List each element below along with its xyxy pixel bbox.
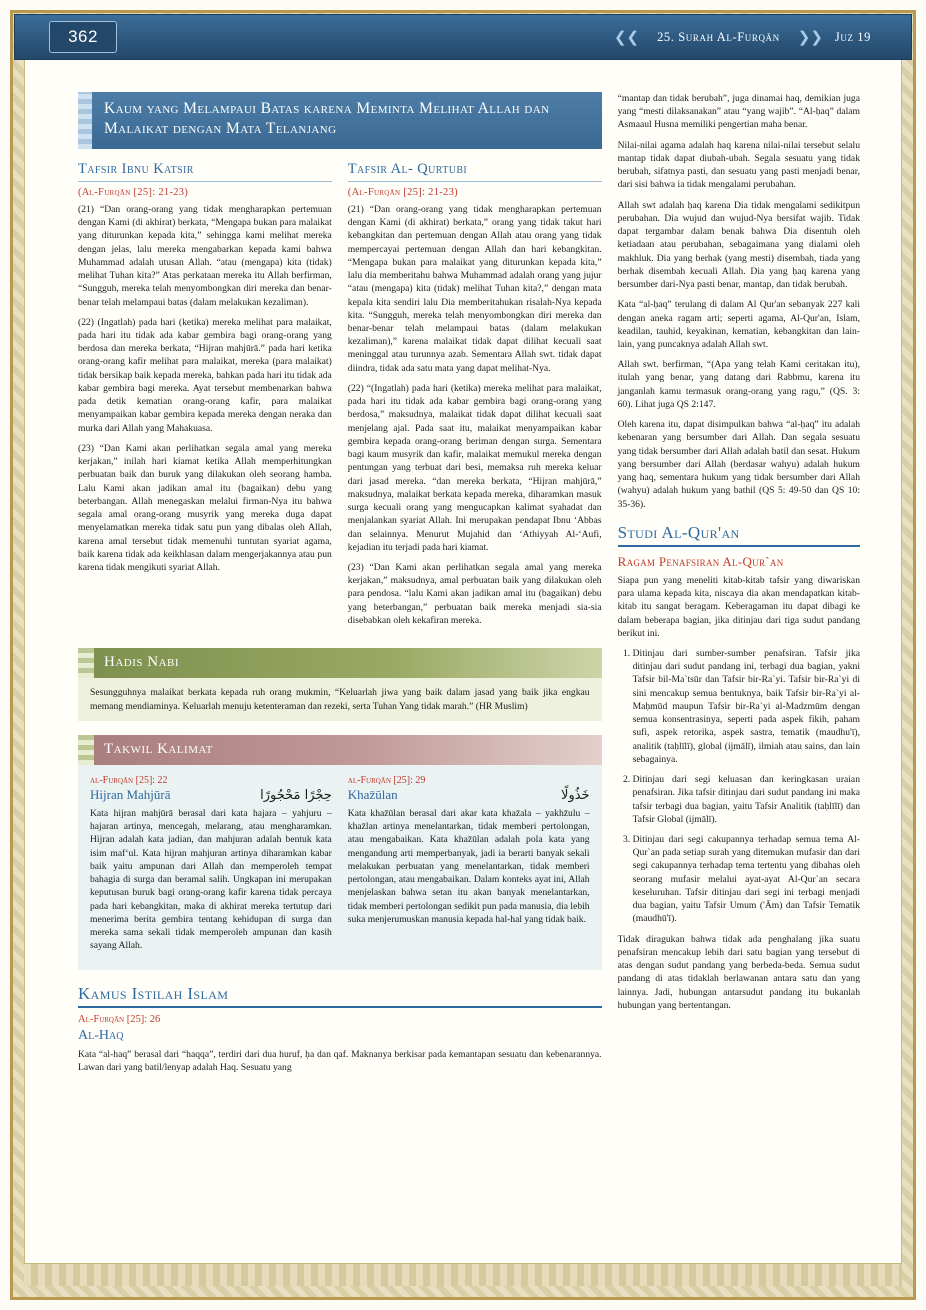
divider — [348, 181, 602, 182]
takwil-entry-text: Kata hijran mahjūrā berasal dari kata hajara – yahjuru – hajaran artinya, mencegah, melarang, atau mengharamkan. Hijran adalah kata jadian, dan mahjuran adalah bentuk kata isim maf‘ul. Kata hijran mahjuran artinya diharamkan kabar baik yaitu ampunan dari Allah dan memperoleh tempat bahagia di surga dan beramal salih. Ungkapan ini merupakan keputusan buruk bagi orang-orang kafir karena tidak percaya pada hari kebangkitan, maka di akhirat mereka tertutup dari menerima berita gembira tentang kehidupan di surga dan mereka sama sekali tidak memperoleh ampunan dan kasih sayang Allah. — [90, 808, 332, 952]
tafsir-al-qurtubi-heading: Tafsir Al- Qurtubi — [347, 160, 468, 177]
paragraph: (21) “Dan orang-orang yang tidak mengharapkan pertemuan dengan Kami (di akhirat) berkata,” orang yang tidak takut hari kebangkitan dan pertemuan dengan Allah atau orang yang tidak mempercayai pertemuan dengan Allah dan hari kebangkitan. “Mengapa bukan para malaikat yang diturunkan kepada kita,” lalu dia memberitahu bahwa Muhammad adalah orang yang jujur “atau (mengapa) kita (tidak) melihat Tuhan kita?,” dengan mata kepala kita sendiri lalu Dia memberitahukan risalah-Nya kepada kita. “Sungguh, mereka telah menyombongkan diri mereka dan benar-benar telah melampaui batas (dalam melakukan kezaliman),” karena malaikat tidak dapat dilihat kecuali saat meninggal atau turunnya azab. Sementara Allah swt. tidak dapat diindra, tidak ada satu mata yang dapat melihat-Nya. — [347, 203, 602, 374]
right-column — [618, 92, 860, 1256]
takwil-kalimat-body — [78, 765, 602, 970]
columns-wrapper — [78, 92, 860, 1256]
list-item: 2. Ditinjau dari segi keluasan dan keringkasan uraian penafsiran. Jika tafsir ditinjau dari sudut pandang ini maka tafsir terbagi dua bagian, yaitu Tafsir Analitik (taḥlīlī) dan Tafsir Global (ijmālī). — [633, 773, 860, 826]
kamus-word: Al-Haq — [78, 1027, 124, 1043]
paragraph: (23) “Dan Kami akan perlihatkan segala amal yang mereka kerjakan,” maksudnya, amal perbuatan baik yang dilakukan oleh para pendosa. “lalu Kami akan jadikan amal itu (bagaikan) debu yang beterbangan,” perbuatan baik mereka menjadi sia-sia disebabkan oleh kekafiran mereka. — [347, 562, 602, 626]
takwil-kalimat-title: Takwil Kalimat — [78, 735, 602, 765]
tafsir-ibnu-katsir-reference: (Al-Furqān [25]: 21-23) — [78, 186, 189, 198]
takwil-entry — [348, 775, 590, 960]
tafsir-columns — [78, 161, 602, 634]
page-content — [78, 92, 860, 1256]
tafsir-al-qurtubi-reference: (Al-Furqān [25]: 21-23) — [347, 186, 458, 198]
page-number: 362 — [49, 21, 117, 53]
paragraph: (21) “Dan orang-orang yang tidak mengharapkan pertemuan dengan Kami (di akhirat) berkata, “Mengapa bukan para malaikat yang diturunkan kepada kita,” sehingga kami melihat mereka dengan jelas, lalu mereka mengabarkan kepada kami bahwa Muhammad adalah utusan Allah. “atau (mengapa) kita (tidak) melihat Tuhan kita?” Atas perkataan mereka itu Allah berfirman, “Sungguh, mereka telah menyombongkan diri mereka dan benar-benar telah melampaui batas (dalam melakukan kezaliman). — [78, 203, 332, 308]
banner-title: Kaum yang Melampaui Batas karena Meminta Melihat Allah dan Malaikat dengan Mata Telanjang — [104, 100, 550, 138]
takwil-entry-arabic: حِجْرًا مَحْجُورًا — [260, 788, 332, 804]
surah-label: 25. Surah Al-Furqān — [657, 29, 780, 44]
divider — [78, 1006, 602, 1008]
takwil-entry-word-row — [90, 787, 332, 803]
left-column — [78, 92, 602, 1256]
takwil-entry-text: Kata khaz̄ūlan berasal dari akar kata khaz̄ala – yakhz̄ulu – khaz̄lan artinya menelantarkan, tidak memberi pertolongan, atau mengabaikan. Kata khaz̄ūlan adalah pola kata yang mengandung arti memperbanyak, jadi ia berarti banyak sekali melakukan perbuatan yang menelantarkan, tidak memberi pertolongan, atau mengabaikan. Dalam konteks ayat ini, Allah menjelaskan bahwa setan itu akan banyak menelantarkan, tidak memberi pertolongan sedikit pun pada manusia, dia lebih suka menjerumuskan manusia kepada hal-hal yang tidak baik. — [347, 808, 590, 925]
footer-ornament — [24, 1263, 902, 1286]
studi-alquran-title: Studi Al-Qur'an — [617, 522, 740, 542]
takwil-entry-word: Hijran Mahjūrā — [90, 787, 171, 803]
paragraph: (22) (Ingatlah) pada hari (ketika) mereka melihat para malaikat, pada hari itu tidak ada kabar gembira bagi orang-orang yang berdosa dan mereka berkata, “Hijran mahjūrā.” pada hari ketika orang-orang kafir melihat para malaikat, mereka (para malaikat) tidak bersikap baik kepada mereka, bahkan pada hari itu tidak ada kabar gembira bagi mereka. Ayat tersebut membenarkan bahwa pada detik kematian orang-orang kafir, para malaikat menyampaikan kabar gembira kepada mereka dengan neraka dan murka dari Allah yang Mahakuasa. — [78, 316, 332, 434]
paragraph: (23) “Dan Kami akan perlihatkan segala amal yang mereka kerjakan,” inilah hari kiamat ketika Allah memperhitungkan perbuatan baik dan buruk yang dilakukan oleh seorang hamba. Lalu Kami akan jadikan amal itu (bagaikan) debu yang beterbangan. Allah menegaskan melalui firman-Nya itu bahwa segala amal orang-orang musyrik yang mereka duga dapat menyelamatkan mereka tidak satu pun yang dibalas oleh Allah, karena amal tersebut tidak memenuhi tuntutan syariat agama, baik karena tidak ada keikhlasan dalam mengerjakannya atau pun karena tidak mengikuti syariat Allah. — [78, 442, 332, 573]
hadis-nabi-text: Sesungguhnya malaikat berkata kepada ruh orang mukmin, “Keluarlah jiwa yang baik dalam jasad yang baik jika engkau memang mendiaminya. Keluarlah menuju ketenteraman dan rezeki, serta Tuhan Yang tidak marah.” (HR Muslim) — [78, 678, 602, 721]
chevron-left-icon: ❮❮ — [613, 29, 640, 46]
kamus-reference: Al-Furqān [25]: 26 — [78, 1013, 161, 1025]
paragraph: Oleh karena itu, dapat disimpulkan bahwa “al-ḥaq” itu adalah kebenaran yang bersumber dari Allah. Dan segala sesuatu yang tidak bersumber dari Allah adalah batil dan sesat. Hukum yang bersumber dari Allah (berdasar wahyu) adalah hukum yang haq, sementara hukum yang tidak bersumber dari Allah (wahyu) adalah hukum yang bathil (QS 5: 49-50 dan QS 10: 35-36). — [617, 419, 860, 510]
takwil-entry — [90, 775, 332, 960]
paragraph: (22) “(Ingatlah) pada hari (ketika) mereka melihat para malaikat, pada hari itu tidak ada kabar gembira bagi orang-orang yang berdosa,” maksudnya, malaikat tidak dapat dilihat kecuali saat menjelang ajal. Pada saat itu, malaikat menyampaikan kabar gembira kepada orang-orang beriman dengan surga. Sementara bagi kaum musyrik dan kafir, malaikat memukul mereka dengan pentungan yang terbuat dari besi, memaksa ruh mereka keluar dari jasad mereka. “dan mereka berkata, “Hijran mahjūrā,” maksudnya, malaikat berkata kepada mereka, diharamkan masuk surga kecuali orang yang mengucapkan kalimat syahadat dan menjalankan syariat Allah. Ini merupakan pendapat Ibnu ‘Abbas dan selainnya. Menurut Mujahid dan ‘Athiyyah Al-‘Aufi, kejadian itu terjadi pada hari kiamat. — [347, 382, 602, 553]
chevron-right-icon: ❯❯ — [797, 29, 823, 46]
tafsir-ibnu-katsir-heading: Tafsir Ibnu Katsir — [78, 160, 194, 177]
takwil-entry-arabic: خَذُولًا — [561, 788, 590, 804]
paragraph: Allah swt. berfirman, “(Apa yang telah Kami ceritakan itu), itulah yang benar, yang datang dari Rabbmu, karena itu janganlah kamu termasuk orang-orang yang ragu,” (QS. 3: 60). Lihat juga QS 2:147. — [617, 359, 860, 410]
hadis-nabi-title: Hadis Nabi — [78, 648, 602, 678]
paragraph: Kata “al-ḥaq” terulang di dalam Al Qur'an sebanyak 227 kali dengan aneka ragam arti; seperti agama, Al-Qur'an, Islam, keadilan, tauhid, keyakinan, kematian, kebangkitan dan lain-lain, yang puncaknya adalah Allah swt. — [617, 299, 860, 350]
section-banner — [78, 92, 602, 149]
paragraph: Kata “al-haq” berasal dari “haqqa”, terdiri dari dua huruf, ḥa dan qaf. Maknanya berkisar pada kemantapan sesuatu dan kebenarannya. Lawan dari yang batil/lenyap adalah Haq. Sesuatu yang — [78, 1048, 602, 1073]
kamus-istilah-islam-title: Kamus Istilah Islam — [78, 983, 229, 1003]
takwil-entry-word-row — [348, 787, 590, 803]
divider — [618, 545, 860, 547]
page-header — [14, 14, 912, 60]
paragraph: Allah swt adalah ḥaq karena Dia tidak mengalami sedikitpun perubahan. Dia wujud dan wujud-Nya bersifat wajib. Tidak dapat tergambar dalam benak bahwa Dia disentuh oleh ketiadaan atau perubahan, sebagaimana yang dialami oleh makhluk. Dia yang berhak (yang mesti) disembah, tiada yang berhak disembah kecuali Allah. Dia yang ḥaq karena yang bersumber dari-Nya pasti benar, mantap, dan tidak berubah. — [617, 199, 860, 291]
paragraph: Tidak diragukan bahwa tidak ada penghalang jika suatu penafsiran mencakup lebih dari satu bagian yang tersebut di atas dengan sudut pandang yang berbeda-beda. Semua sudut pandang di atas tidaklah berlawanan antara satu dan yang lainnya. Jadi, hubungan antarsudut pandang itu bukanlah hubungan yang bertentangan. — [617, 933, 860, 1011]
studi-alquran-subtitle: Ragam Penafsiran Al-Qur`an — [617, 553, 784, 569]
list-item: 3. Ditinjau dari segi cakupannya terhadap semua tema Al-Qur`an pada setiap surah yang ditemukan mufasir dan dari segi cakupannya terhadap tema tertentu yang dibahas oleh seorang mufasir melalui ayat-ayat Al-Qur`an secara keseluruhan. Tafsir ditinjau dari segi ini terbagi menjadi dua bagian, yaitu Tafsir Umum ('Ām) dan Tafsir Tematik (maudhū'ī). — [633, 833, 860, 926]
tafsir-ibnu-katsir — [78, 161, 332, 634]
tafsir-al-qurtubi — [348, 161, 602, 634]
takwil-entry-reference: al-Furqān [25]: 29 — [347, 775, 426, 787]
takwil-entry-reference: al-Furqān [25]: 22 — [90, 775, 168, 787]
juz-label: Juz 19 — [834, 29, 871, 44]
paragraph: Siapa pun yang meneliti kitab-kitab tafsir yang diwariskan para ulama kepada kita, niscaya dia akan mendapatkan kitab-kitab itu sangat beragam. Keberagaman itu dapat dibagi ke dalam beberapa bagian, jika ditinjau dari tiga sudut pandang berikut ini. — [617, 574, 860, 639]
paragraph: “mantap dan tidak berubah”, juga dinamai haq, demikian juga yang “mesti dilaksanakan” atau “yang wajib”. “Al-ḥaq” dalam Asmaaul Husna memiliki pengertian maha benar. — [617, 93, 860, 131]
paragraph: Nilai-nilai agama adalah haq karena nilai-nilai tersebut selalu mantap tidak dapat diubah-ubah. Segala sesuatu yang tidak berubah, sifatnya pasti, dan sesuatu yang pasti menjadi benar, dari sisi bahwa ia tidak mengalami perubahan. — [617, 139, 860, 191]
list-item: 1. Ditinjau dari sumber-sumber penafsiran. Tafsir jika ditinjau dari sudut pandang ini, terbagi dua bagian, yakni Tafsir bil-Ma`tsūr dan Tafsir bir-Ra`yi. Tafsir bir-Ra`yi di sini mencakup semua bentuknya, baik Tafsir bir-Ra`yi al-Maḥmūd maupun Tafsir bir-Ra`yi al-Madzmūm dengan semua konsentrasinya, seperti pada aspek fikih, paham sufi, aspek retorika, aspek sastra, tematik (maudhu'ī), analitik (taḥlīlī), global (ijmālī), ilmiah atau sains, dan lain sebagainya. — [633, 647, 860, 766]
studi-alquran-list — [618, 647, 860, 926]
divider — [78, 181, 332, 182]
takwil-entry-word: Khaz̄ūlan — [347, 787, 398, 803]
